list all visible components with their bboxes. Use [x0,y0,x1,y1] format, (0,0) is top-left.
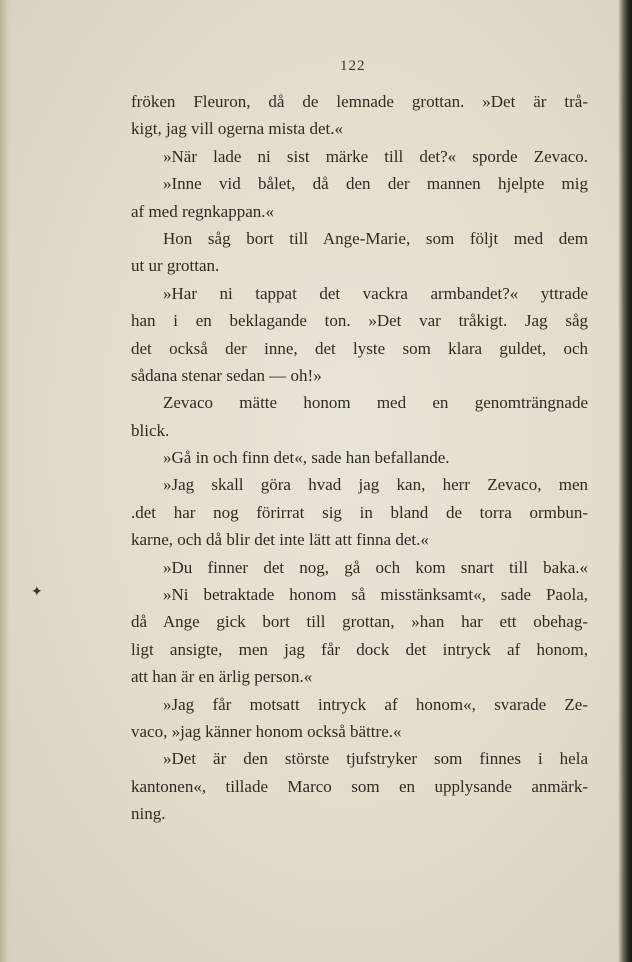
text-line: han i en beklagande ton. »Det var tråkigt. Jag såg [131,311,588,331]
page-number: 122 [340,58,366,74]
text-line: »När lade ni sist märke till det?« sporde Zevaco. [163,146,588,166]
text-line: af med regnkappan.« [131,201,275,221]
text-line: då Ange gick bort till grottan, »han har ett obehag- [131,612,588,632]
text-line: ligt ansigte, men jag får dock det intryck af honom, [131,639,588,659]
text-line: vaco, »jag känner honom också bättre.« [131,721,402,741]
text-line: »Jag får motsatt intryck af honom«, svarade Ze- [163,694,588,714]
text-line: sådana stenar sedan — oh!» [131,365,322,385]
text-line: blick. [131,420,170,440]
text-line: det också der inne, det lyste som klara guldet, och [131,338,588,358]
text-line: ut ur grottan. [131,256,220,276]
text-line: karne, och då blir det inte lätt att finna det.« [131,530,429,550]
text-line: kigt, jag vill ogerna mista det.« [131,119,343,139]
text-line: »Har ni tappat det vackra armbandet?« yttrade [163,283,588,303]
margin-mark-icon: ✦ [31,585,43,600]
page-left-edge [0,0,10,962]
text-line: Hon såg bort till Ange-Marie, som följt med dem [163,228,588,248]
text-line: »Inne vid bålet, då den der mannen hjelpte mig [163,174,588,194]
text-line: .det har nog förirrat sig in bland de torra ormbun- [131,502,588,522]
text-line: »Det är den störste tjufstryker som finnes i hela [163,749,588,769]
text-line: ning. [131,804,166,824]
text-line: »Du finner det nog, gå och kom snart till baka.« [163,557,588,577]
text-line: »Gå in och finn det«, sade han befallande. [163,448,450,468]
body-text [131,88,588,828]
text-line: att han är en ärlig person.« [131,667,313,687]
text-line: »Ni betraktade honom så misstänksamt«, sade Paola, [163,585,588,605]
text-line: Zevaco mätte honom med en genomträngnade [163,393,588,413]
text-line: »Jag skall göra hvad jag kan, herr Zevaco, men [163,475,588,495]
text-line: kantonen«, tillade Marco som en upplysande anmärk- [131,776,588,796]
page-right-edge-shadow [618,0,632,962]
text-line: fröken Fleuron, då de lemnade grottan. »Det är trå- [131,92,588,111]
